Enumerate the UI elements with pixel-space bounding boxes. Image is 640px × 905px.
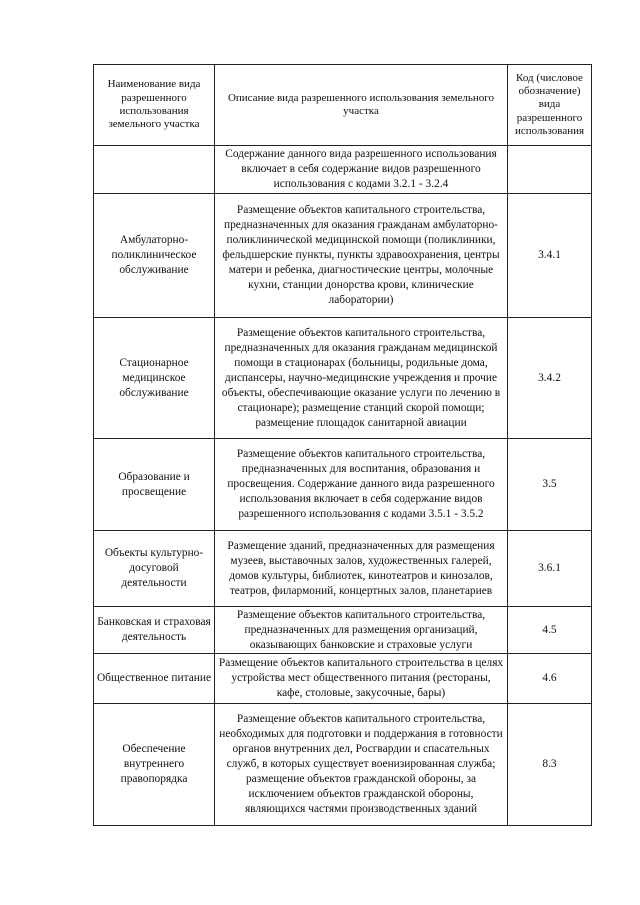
land-use-table [93,64,592,826]
row-code: 4.6 [508,654,592,704]
table-row [94,531,592,607]
row-code: 3.4.1 [508,194,592,318]
row-description: Размещение объектов капитального строительства, предназначенных для воспитания, образования и просвещения. Содержание данного вида разрешенного использования включает в себя содержание видов разрешенного использования с кодами 3.5.1 - 3.5.2 [215,439,508,531]
row-description: Размещение объектов капитального строительства, предназначенных для размещения организаций, оказывающих банковские и страховые услуги [215,607,508,654]
row-description: Размещение объектов капитального строительства, необходимых для подготовки и поддержания в готовности органов внутренних дел, Росгвардии и спасательных служб, в которых существует военизированная служба; размещение объектов гражданской обороны, за исключением объектов гражданской обороны, являющихся частями производственных зданий [215,704,508,826]
row-description: Содержание данного вида разрешенного использования включает в себя содержание видов разрешенного использования с кодами 3.2.1 - 3.2.4 [215,146,508,194]
table-row [94,439,592,531]
row-code: 3.5 [508,439,592,531]
header-description: Описание вида разрешенного использования земельного участка [215,65,508,146]
row-description: Размещение зданий, предназначенных для размещения музеев, выставочных залов, художественных галерей, домов культуры, библиотек, кинотеатров и кинозалов, театров, филармоний, концертных залов, планетариев [215,531,508,607]
header-name: Наименование вида разрешенного использования земельного участка [94,65,215,146]
table-row [94,654,592,704]
row-name [94,146,215,194]
row-code: 3.4.2 [508,318,592,439]
row-name: Стационарное медицинское обслуживание [94,318,215,439]
table-row [94,146,592,194]
table-row [94,607,592,654]
row-name: Обеспечение внутреннего правопорядка [94,704,215,826]
row-description: Размещение объектов капитального строительства, предназначенных для оказания гражданам медицинской помощи в стационарах (больницы, родильные дома, диспансеры, научно-медицинские учреждения и прочие объекты, обеспечивающие оказание услуги по лечению в стационаре); размещение станций скорой помощи; размещение площадок санитарной авиации [215,318,508,439]
table-row [94,704,592,826]
table-header-row [94,65,592,146]
row-name: Банковская и страховая деятельность [94,607,215,654]
table-row [94,194,592,318]
row-code: 3.6.1 [508,531,592,607]
row-code [508,146,592,194]
row-name: Общественное питание [94,654,215,704]
row-description: Размещение объектов капитального строительства, предназначенных для оказания гражданам амбулаторно-поликлинической медицинской помощи (поликлиники, фельдшерские пункты, пункты здравоохранения, центры матери и ребенка, диагностические центры, молочные кухни, станции донорства крови, клинические лаборатории) [215,194,508,318]
row-name: Образование и просвещение [94,439,215,531]
header-code: Код (числовое обозначение) вида разрешенного использования [508,65,592,146]
table-row [94,318,592,439]
row-description: Размещение объектов капитального строительства в целях устройства мест общественного питания (рестораны, кафе, столовые, закусочные, бары) [215,654,508,704]
row-name: Объекты культурно-досуговой деятельности [94,531,215,607]
row-code: 8.3 [508,704,592,826]
row-code: 4.5 [508,607,592,654]
row-name: Амбулаторно-поликлиническое обслуживание [94,194,215,318]
